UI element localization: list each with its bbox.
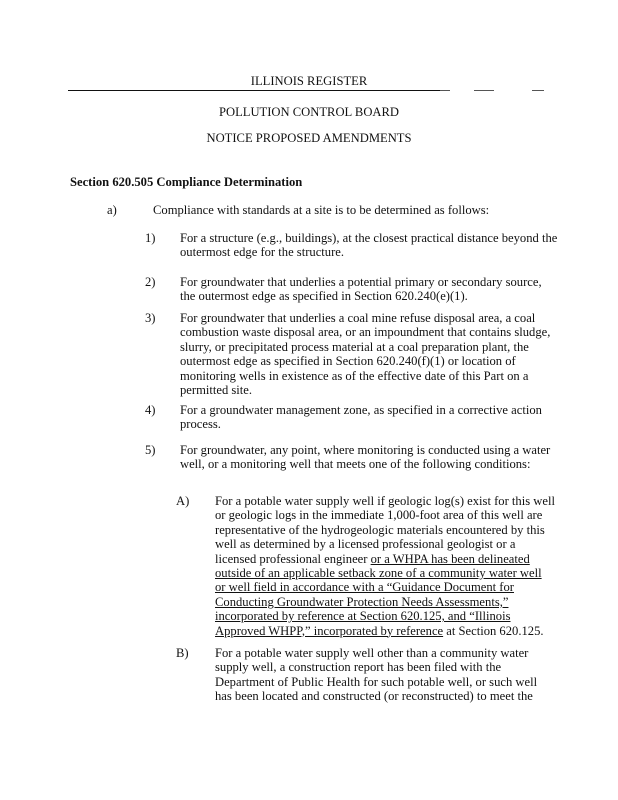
item-text-line: For a structure (e.g., buildings), at the closest practical distance beyond the [180, 231, 558, 245]
item-label: 3) [145, 311, 156, 325]
item-text-line: For a groundwater management zone, as specified in a corrective action [180, 403, 542, 417]
section-heading: Section 620.505 Compliance Determination [70, 175, 303, 189]
text-segment: For a potable water supply well other than a community water [215, 646, 529, 660]
inserted-text: Approved WHPP,” incorporated by reference [215, 623, 444, 638]
inserted-text: outside of an applicable setback zone of a community water well [215, 566, 542, 580]
header-rule-dash [474, 90, 494, 91]
text-segment: For a potable water supply well if geologic log(s) exist for this well [215, 494, 555, 508]
subitem-text-line [215, 609, 511, 623]
text-segment: licensed professional engineer [215, 551, 371, 566]
item-text-line: well, or a monitoring well that meets one of the following conditions: [180, 457, 531, 472]
item-label: 4) [145, 403, 156, 417]
item-text-line: the outermost edge as specified in Section 620.240(e)(1). [180, 289, 468, 304]
item-label: 5) [145, 443, 156, 457]
item-text-line: slurry, or precipitated process material at a coal preparation plant, the [180, 339, 529, 354]
item-text-line: For groundwater, any point, where monitoring is conducted using a water [180, 443, 551, 457]
item-text-line: process. [180, 417, 221, 432]
text-segment: representative of the hydrogeologic materials encountered by this [215, 522, 545, 537]
item-label: 2) [145, 275, 156, 289]
subitem-text-line [215, 523, 545, 537]
inserted-text: or well field in accordance with a “Guidance Document for [215, 580, 514, 595]
subsection-label: a) [107, 203, 117, 217]
text-segment: at Section 620.125. [443, 623, 544, 638]
subitem-text-line [215, 552, 530, 566]
inserted-text: Conducting Groundwater Protection Needs Assessments,” [215, 594, 509, 609]
header-rule [68, 90, 440, 91]
text-segment: supply well, a construction report has been filed with the [215, 660, 502, 675]
item-text-line: For groundwater that underlies a coal mine refuse disposal area, a coal [180, 311, 536, 325]
subitem-text-line [215, 646, 528, 660]
text-segment: or geologic logs in the immediate 1,000-foot area of this well are [215, 508, 543, 523]
item-text-line: outermost edge as specified in Section 620.240(f)(1) or location of [180, 354, 516, 369]
subitem-label: A) [176, 494, 190, 508]
subitem-text-line [215, 595, 508, 609]
text-segment: Department of Public Health for such potable well, or such well [215, 674, 538, 689]
subitem-text-line [215, 580, 514, 594]
item-text-line: outermost edge for the structure. [180, 245, 345, 260]
notice-title: NOTICE PROPOSED AMENDMENTS [206, 131, 412, 145]
subitem-text-line [215, 675, 537, 689]
subitem-label: B) [176, 646, 189, 660]
item-text-line: combustion waste disposal area, or an impoundment that contains sludge, [180, 325, 551, 340]
subitem-text-line [215, 660, 501, 674]
subitem-text-line [215, 508, 542, 522]
subitem-text-line [215, 624, 544, 638]
item-text-line: permitted site. [180, 383, 253, 397]
register-title: ILLINOIS REGISTER [250, 74, 368, 88]
header-rule-dash [532, 90, 544, 91]
item-text-line: monitoring wells in existence as of the effective date of this Part on a [180, 368, 529, 383]
text-segment: has been located and constructed (or reconstructed) to meet the [215, 689, 533, 704]
subitem-text-line [215, 689, 533, 703]
subitem-text-line [215, 494, 555, 508]
inserted-text: incorporated by reference at Section 620.125, and “Illinois [215, 609, 511, 624]
agency-title: POLLUTION CONTROL BOARD [218, 105, 400, 119]
subitem-text-line [215, 566, 542, 580]
item-text-line: For groundwater that underlies a potential primary or secondary source, [180, 275, 542, 289]
subsection-text: Compliance with standards at a site is to be determined as follows: [153, 203, 490, 217]
header-rule-dash [440, 90, 450, 91]
inserted-text: or a WHPA has been delineated [370, 551, 530, 566]
item-label: 1) [145, 231, 156, 245]
text-segment: well as determined by a licensed professional geologist or a [215, 537, 516, 552]
subitem-text-line [215, 537, 515, 551]
